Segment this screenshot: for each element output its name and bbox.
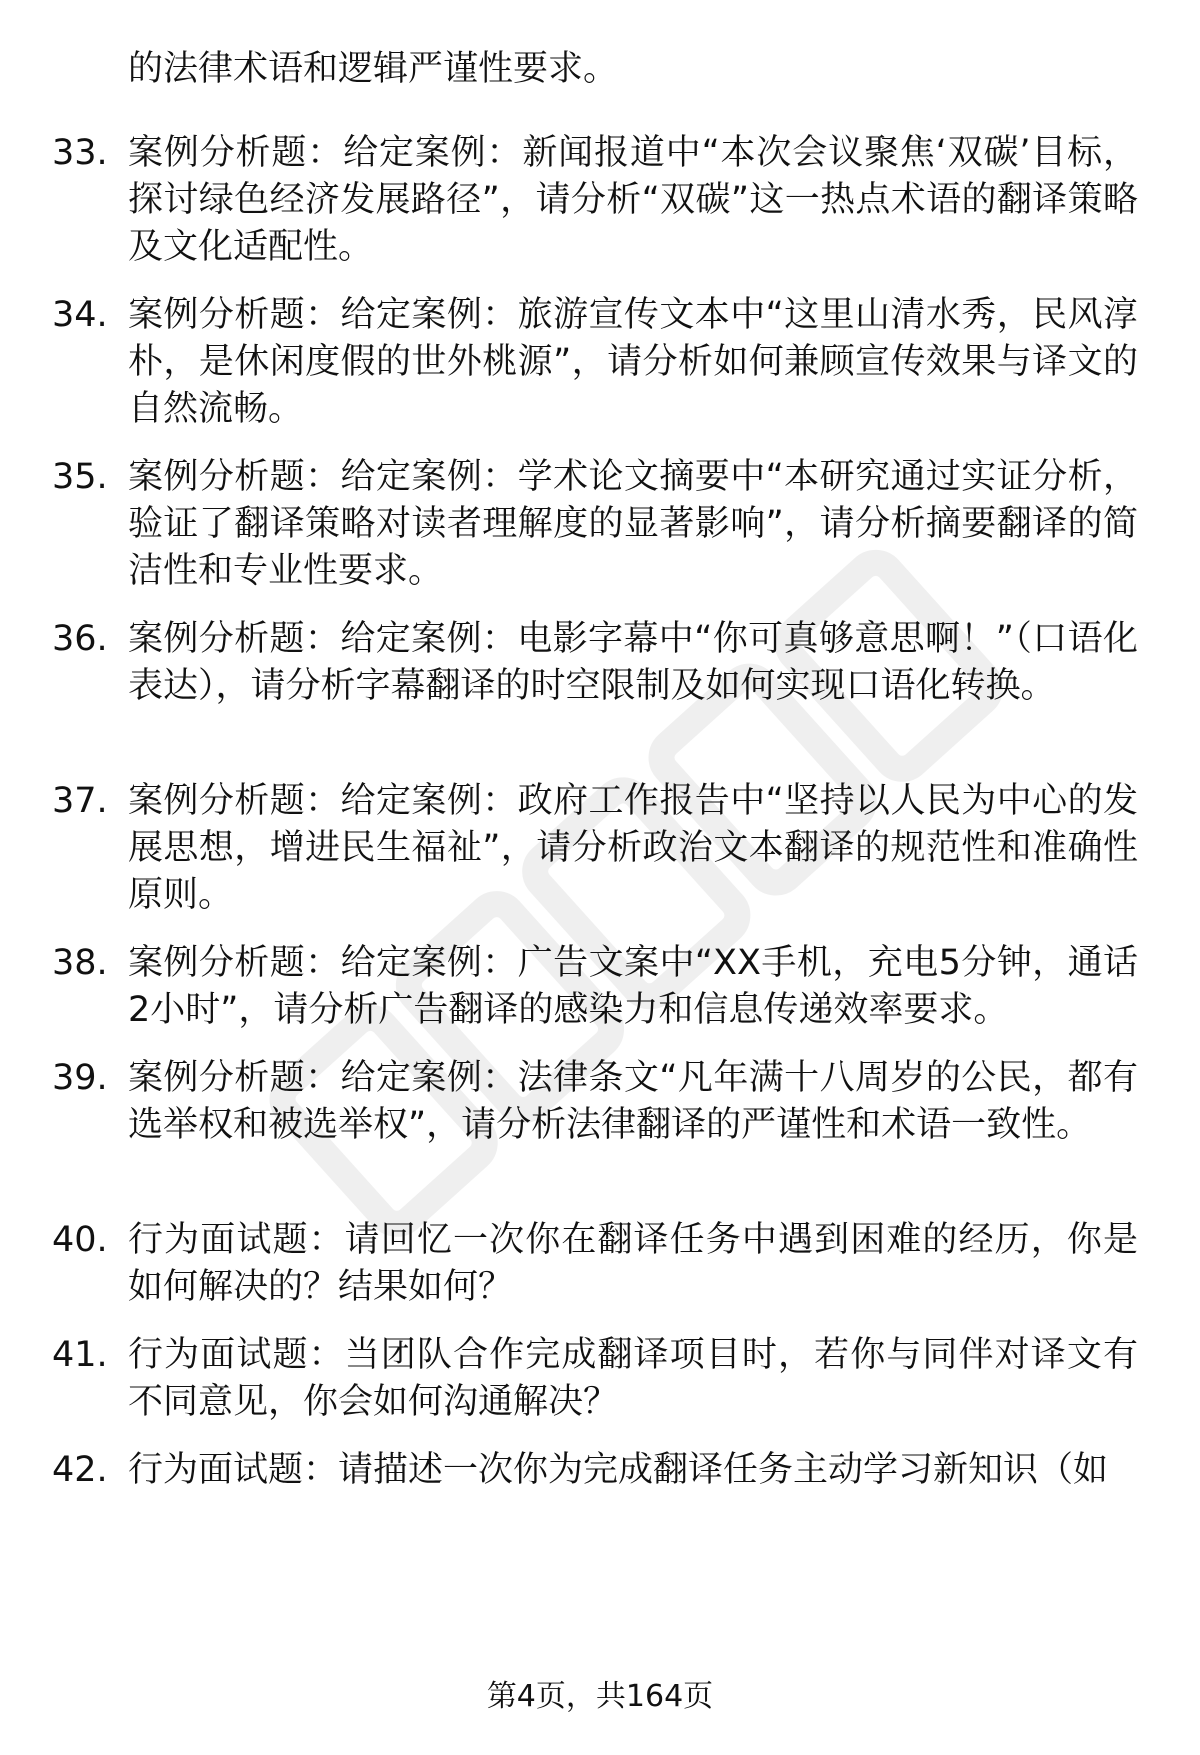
- item-text: 行为面试题：请回忆一次你在翻译任务中遇到困难的经历，你是如何解决的？结果如何？: [128, 1220, 1138, 1307]
- item-text: 案例分析题：给定案例：法律条文“凡年满十八周岁的公民，都有选举权和被选举权”，请分析法律翻译的严谨性和术语一致性。: [128, 1058, 1138, 1145]
- item-text: 案例分析题：给定案例：政府工作报告中“坚持以人民为中心的发展思想，增进民生福祉”，请分析政治文本翻译的规范性和准确性原则。: [128, 781, 1138, 915]
- item-number: 42.: [52, 1450, 108, 1490]
- item-number: 36.: [52, 619, 108, 659]
- item-text: 案例分析题：给定案例：广告文案中“XX手机，充电5分钟，通话2小时”，请分析广告翻译的感染力和信息传递效率要求。: [128, 943, 1138, 1030]
- continuation-text: 的法律术语和逻辑严谨性要求。: [128, 49, 619, 89]
- item-number: 41.: [52, 1335, 108, 1375]
- item-number: 38.: [52, 943, 108, 983]
- item-text: 案例分析题：给定案例：旅游宣传文本中“这里山清水秀，民风淳朴，是休闲度假的世外桃源”，请分析如何兼顾宣传效果与译文的自然流畅。: [128, 295, 1138, 429]
- item-text: 案例分析题：给定案例：电影字幕中“你可真够意思啊！”（口语化表达），请分析字幕翻译的时空限制及如何实现口语化转换。: [128, 619, 1138, 706]
- item-text: 行为面试题：请描述一次你为完成翻译任务主动学习新知识（如: [128, 1450, 1109, 1490]
- item-number: 33.: [52, 133, 108, 173]
- item-number: 37.: [52, 781, 108, 821]
- item-number: 40.: [52, 1220, 108, 1260]
- item-number: 34.: [52, 295, 108, 335]
- item-number: 35.: [52, 457, 108, 497]
- item-number: 39.: [52, 1058, 108, 1098]
- page-footer: 第4页，共164页: [486, 1679, 714, 1714]
- item-text: 案例分析题：给定案例：学术论文摘要中“本研究通过实证分析，验证了翻译策略对读者理解度的显著影响”，请分析摘要翻译的简洁性和专业性要求。: [128, 457, 1138, 591]
- item-text: 行为面试题：当团队合作完成翻译项目时，若你与同伴对译文有不同意见，你会如何沟通解决？: [128, 1335, 1138, 1422]
- item-text: 案例分析题：给定案例：新闻报道中“本次会议聚焦‘双碳’目标，探讨绿色经济发展路径”，请分析“双碳”这一热点术语的翻译策略及文化适配性。: [128, 133, 1138, 267]
